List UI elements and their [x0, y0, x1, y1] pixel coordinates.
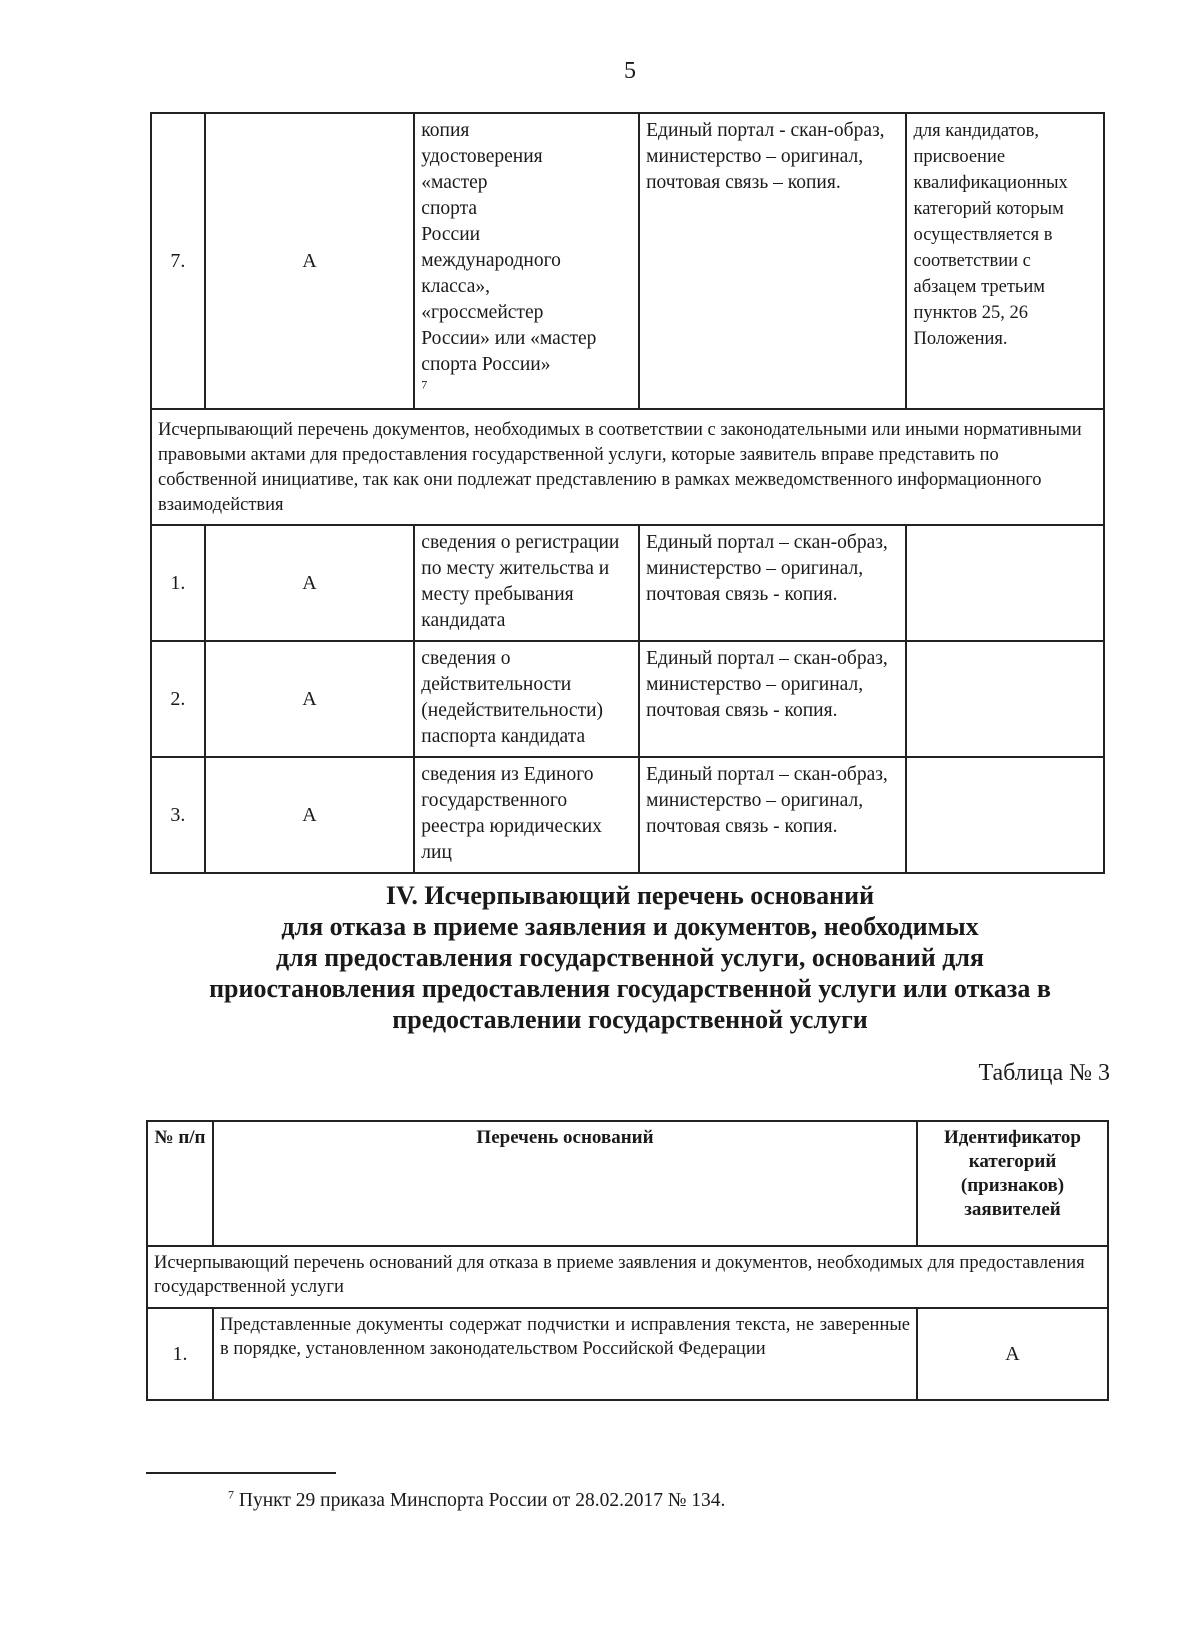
- table-row: [151, 757, 1104, 873]
- footnote-ref: 7: [421, 377, 428, 392]
- row-number: 2.: [151, 641, 205, 757]
- doc-line-text: спорта России»: [421, 354, 551, 375]
- doc-word: «мастер: [421, 172, 488, 193]
- table-row: [147, 1308, 1108, 1400]
- row-note: [906, 757, 1104, 873]
- row-number: 3.: [151, 757, 205, 873]
- category-id: А: [205, 641, 415, 757]
- table-header-row: [147, 1121, 1108, 1246]
- document-name: сведения о регистрации по месту жительства и месту пребывания кандидата: [414, 525, 639, 641]
- section-caption: Исчерпывающий перечень оснований для отказа в приеме заявления и документов, необходимых для предоставления государственной услуги: [147, 1246, 1108, 1308]
- heading-line: IV. Исчерпывающий перечень оснований: [385, 881, 875, 910]
- doc-line: России: [421, 224, 481, 245]
- table-row: [151, 525, 1104, 641]
- document-name: [414, 113, 639, 409]
- doc-word: спорта: [421, 198, 478, 219]
- category-id: А: [205, 757, 415, 873]
- heading-line: предоставлении государственной услуги: [392, 1005, 868, 1034]
- row-number: 7.: [151, 113, 205, 409]
- section-caption: Исчерпывающий перечень документов, необходимых в соответствии с законодательными или иными нормативными правовыми актами для предоставления государственной услуги, которые заявитель вправе представить по собственной инициативе, так как они подлежат представлению в рамках межведомственного информационного взаимодействия: [151, 409, 1104, 525]
- grounds-table: [146, 1120, 1109, 1401]
- category-id: А: [205, 525, 415, 641]
- doc-line: [421, 170, 632, 222]
- row-number: 1.: [147, 1308, 213, 1400]
- doc-line: [421, 352, 632, 404]
- document-name: сведения из Единого государственного реестра юридических лиц: [414, 757, 639, 873]
- footnote-text: Пункт 29 приказа Минспорта России от 28.02.2017 № 134.: [238, 1490, 726, 1511]
- doc-line: «гроссмейстер: [421, 302, 544, 323]
- submission-method: Единый портал – скан-образ, министерство – оригинал, почтовая связь - копия.: [639, 525, 906, 641]
- submission-method: Единый портал – скан-образ, министерство – оригинал, почтовая связь - копия.: [639, 757, 906, 873]
- category-id: А: [205, 113, 415, 409]
- doc-line: международного: [421, 250, 561, 271]
- row-note: [906, 641, 1104, 757]
- doc-line: удостоверения: [421, 146, 543, 167]
- header-reasons: Перечень оснований: [213, 1121, 917, 1246]
- document-name: сведения о действительности (недействительности) паспорта кандидата: [414, 641, 639, 757]
- documents-table: [150, 112, 1105, 874]
- header-identifier: Идентификатор категорий (признаков) заявителей: [917, 1121, 1108, 1246]
- table-row: [151, 641, 1104, 757]
- page-number: 5: [624, 58, 636, 84]
- footnote-divider: [146, 1472, 336, 1474]
- submission-method: Единый портал - скан-образ, министерство – оригинал, почтовая связь – копия.: [639, 113, 906, 409]
- doc-line: класса»,: [421, 276, 490, 297]
- footnote: [228, 1487, 726, 1512]
- doc-line: России» или «мастер: [421, 328, 597, 349]
- row-note: [906, 525, 1104, 641]
- heading-line: приостановления предоставления государственной услуги или отказа в: [209, 974, 1051, 1003]
- heading-line: для предоставления государственной услуги, оснований для: [275, 943, 985, 972]
- header-num: № п/п: [147, 1121, 213, 1246]
- table-row: [151, 113, 1104, 409]
- doc-line: копия: [421, 120, 470, 141]
- footnote-marker: 7: [228, 1487, 234, 1502]
- row-number: 1.: [151, 525, 205, 641]
- heading-line: для отказа в приеме заявления и документов, необходимых: [281, 912, 979, 941]
- row-note: для кандидатов, присвоение квалификационных категорий которым осуществляется в соответствии с абзацем третьим пунктов 25, 26 Положения.: [906, 113, 1104, 409]
- section-row: [147, 1246, 1108, 1308]
- ground-text: Представленные документы содержат подчистки и исправления текста, не заверенные в порядке, установленном законодательством Российской Федерации: [213, 1308, 917, 1400]
- section-row: [151, 409, 1104, 525]
- submission-method: Единый портал – скан-образ, министерство – оригинал, почтовая связь - копия.: [639, 641, 906, 757]
- section-heading: [150, 880, 1110, 1035]
- table-label: Таблица № 3: [978, 1060, 1110, 1086]
- category-id: А: [917, 1308, 1108, 1400]
